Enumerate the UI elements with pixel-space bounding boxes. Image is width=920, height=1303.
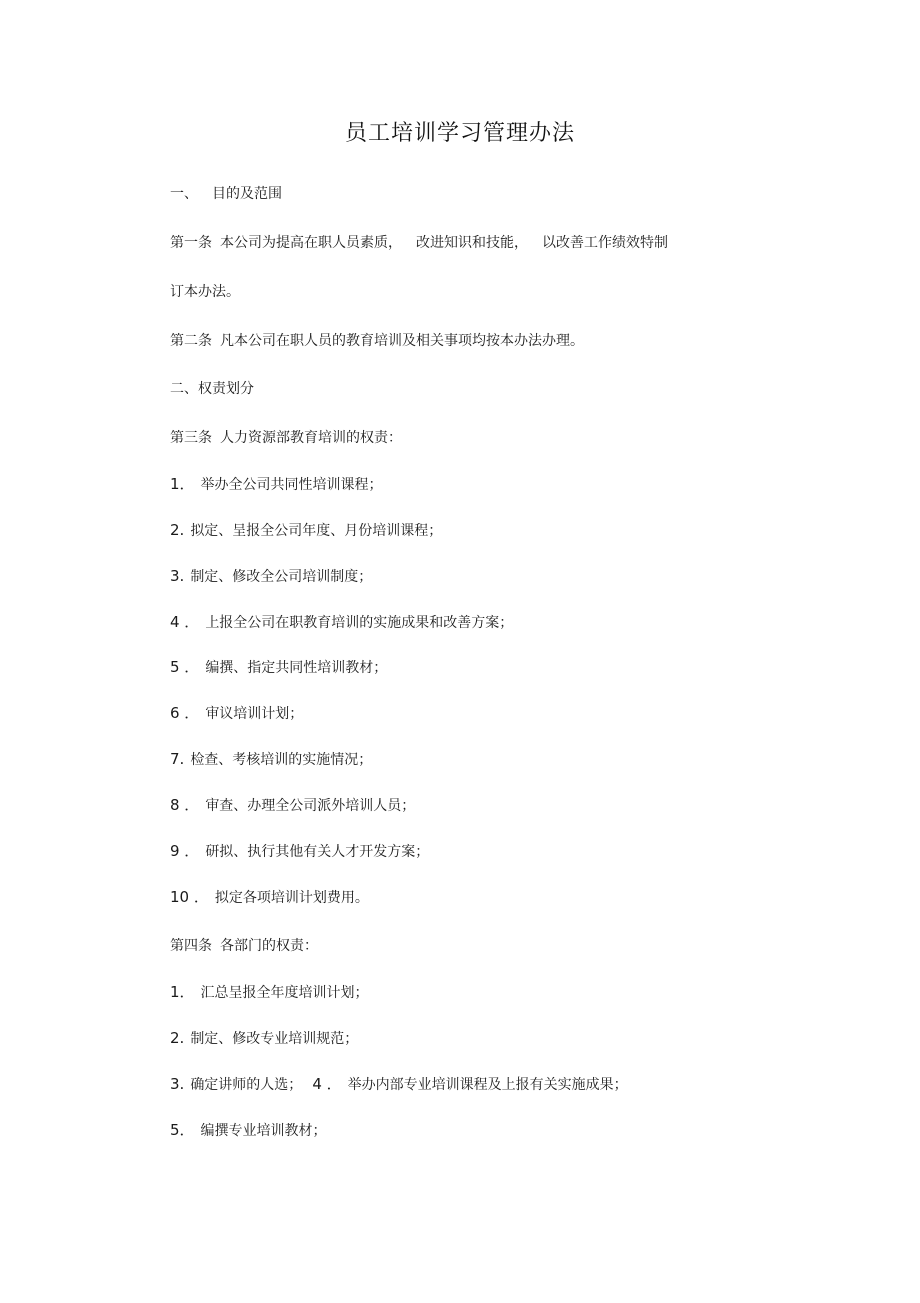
article-text: 凡本公司在职人员的教育培训及相关事项均按本办法办理。 (220, 333, 584, 349)
list-item-text: 审议培训计划； (205, 706, 304, 722)
list-item (170, 886, 369, 909)
list-item-text: 上报全公司在职教育培训的实施成果和改善方案； (205, 615, 514, 631)
article-label: 第四条 (170, 938, 212, 954)
article-text: 人力资源部教育培训的权责： (220, 430, 402, 446)
list-item-number: 3. (170, 567, 185, 585)
list-item (170, 519, 442, 542)
list-item-number: 4 ． (312, 1075, 342, 1093)
list-item (170, 702, 303, 725)
article-text: 本公司为提高在职人员素质， (220, 235, 402, 251)
list-item (170, 1027, 358, 1050)
list-item-text: 编撰、指定共同性培训教材； (205, 660, 388, 676)
article-3 (170, 427, 402, 449)
list-item-text: 举办内部专业培训课程及上报有关实施成果； (347, 1077, 628, 1093)
list-item (170, 981, 369, 1004)
list-item-number: 6 ． (170, 704, 200, 722)
list-item-number: 2. (170, 1029, 185, 1047)
section-title: 目的及范围 (212, 186, 282, 202)
document-title: 员工培训学习管理办法 (344, 121, 575, 146)
list-item (170, 473, 383, 496)
list-item-number: 1． (170, 983, 195, 1001)
list-item-number: 5． (170, 1121, 195, 1139)
list-item (170, 1119, 327, 1142)
article-2 (170, 330, 584, 352)
list-item-number: 5 ． (170, 658, 200, 676)
list-item (170, 794, 415, 817)
list-item-text: 汇总呈报全年度培训计划； (200, 985, 369, 1001)
list-item-number: 8 ． (170, 796, 200, 814)
list-item-number: 10 ． (170, 888, 209, 906)
article-label: 第一条 (170, 235, 212, 251)
list-item-text: 制定、修改全公司培训制度； (190, 569, 373, 585)
list-item-text: 确定讲师的人选； (190, 1077, 303, 1093)
article-text: 改进知识和技能， (416, 235, 528, 251)
article-label: 第二条 (170, 333, 212, 349)
list-item (170, 748, 372, 771)
list-item-text: 审查、办理全公司派外培训人员； (205, 798, 416, 814)
list-item-number: 4 ． (170, 613, 200, 631)
list-item-text: 拟定各项培训计划费用。 (214, 890, 369, 906)
article-4 (170, 935, 318, 957)
article-1 (170, 232, 668, 254)
list-item-number: 2. (170, 521, 185, 539)
list-item (170, 1073, 628, 1096)
list-item-number: 3. (170, 1075, 185, 1093)
list-item-text: 举办全公司共同性培训课程； (200, 477, 383, 493)
list-item-text: 制定、修改专业培训规范； (190, 1031, 359, 1047)
list-item-text: 拟定、呈报全公司年度、月份培训课程； (190, 523, 443, 539)
list-item-number: 1． (170, 475, 195, 493)
article-label: 第三条 (170, 430, 212, 446)
list-item-number: 7. (170, 750, 185, 768)
list-item-text: 检查、考核培训的实施情况； (190, 752, 373, 768)
article-text: 各部门的权责： (220, 938, 318, 954)
list-item-number: 9 ． (170, 842, 200, 860)
section-number: 一、 (170, 186, 198, 202)
section-heading-responsibilities: 二、权责划分 (170, 381, 254, 397)
article-text: 以改善工作绩效特制 (542, 235, 668, 251)
list-item-text: 编撰专业培训教材； (200, 1123, 327, 1139)
section-heading-purpose (170, 183, 282, 205)
list-item (170, 840, 429, 863)
list-item (170, 565, 372, 588)
list-item (170, 656, 387, 679)
list-item (170, 611, 513, 634)
article-1-continuation: 订本办法。 (170, 284, 240, 300)
list-item-text: 研拟、执行其他有关人才开发方案； (205, 844, 430, 860)
